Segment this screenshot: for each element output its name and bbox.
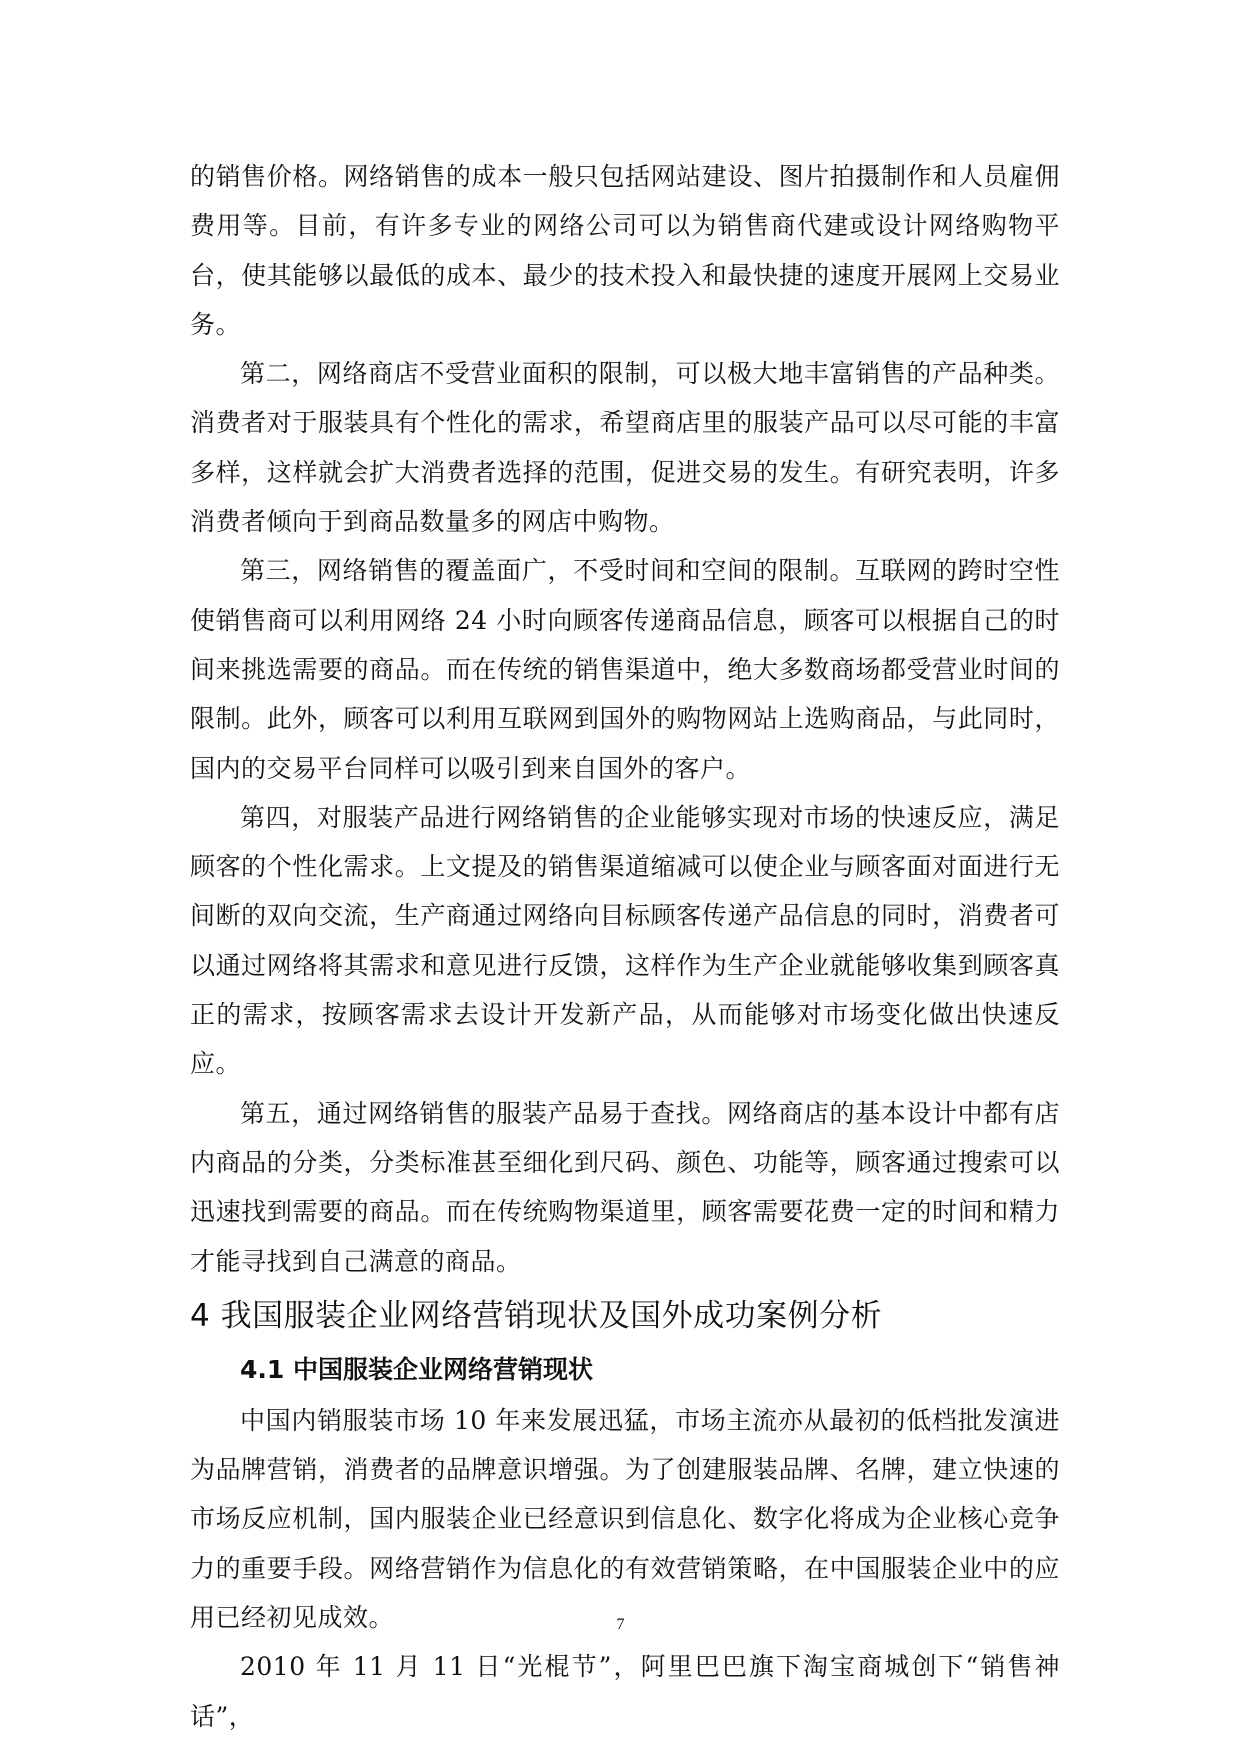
paragraph: 第二，网络商店不受营业面积的限制，可以极大地丰富销售的产品种类。消费者对于服装具有个性化的需求，希望商店里的服装产品可以尽可能的丰富多样，这样就会扩大消费者选择的范围，促进交易的发生。有研究表明，许多消费者倾向于到商品数量多的网店中购物。 [190, 359, 1060, 537]
paragraph: 第三，网络销售的覆盖面广，不受时间和空间的限制。互联网的跨时空性使销售商可以利用网络 24 小时向顾客传递商品信息，顾客可以根据自己的时间来挑选需要的商品。而在传统的销售渠道中，绝大多数商场都受营业时间的限制。此外，顾客可以利用互联网到国外的购物网站上选购商品，与此同时，国内的交易平台同样可以吸引到来自国外的客户。 [190, 556, 1060, 783]
paragraph: 中国内销服装市场 10 年来发展迅猛，市场主流亦从最初的低档批发演进为品牌营销，消费者的品牌意识增强。为了创建服装品牌、名牌，建立快速的市场反应机制，国内服装企业已经意识到信息化、数字化将成为企业核心竞争力的重要手段。网络营销作为信息化的有效营销策略，在中国服装企业中的应用已经初见成效。 [190, 1405, 1060, 1633]
paragraph: 第五，通过网络销售的服装产品易于查找。网络商店的基本设计中都有店内商品的分类，分类标准甚至细化到尺码、颜色、功能等，顾客通过搜索可以迅速找到需要的商品。而在传统购物渠道里，顾客需要花费一定的时间和精力才能寻找到自己满意的商品。 [190, 1098, 1060, 1276]
body-text-bottom [190, 1396, 1060, 1741]
subsection-heading: 4.1 中国服装企业网络营销现状 [240, 1354, 593, 1384]
body-text-top [190, 152, 1060, 1286]
page-content [190, 152, 1060, 1741]
section-heading: 4 我国服装企业网络营销现状及国外成功案例分析 [190, 1297, 883, 1334]
paragraph: 第四，对服装产品进行网络销售的企业能够实现对市场的快速反应，满足顾客的个性化需求。上文提及的销售渠道缩减可以使企业与顾客面对面进行无间断的双向交流，生产商通过网络向目标顾客传递产品信息的同时，消费者可以通过网络将其需求和意见进行反馈，这样作为生产企业就能够收集到顾客真正的需求，按顾客需求去设计开发新产品，从而能够对市场变化做出快速反应。 [190, 802, 1060, 1079]
page-number: 7 [616, 1616, 625, 1633]
paragraph: 2010 年 11 月 11 日“光棍节”，阿里巴巴旗下淘宝商城创下“销售神话”， [190, 1652, 1060, 1731]
paragraph: 的销售价格。网络销售的成本一般只包括网站建设、图片拍摄制作和人员雇佣费用等。目前，有许多专业的网络公司可以为销售商代建或设计网络购物平台，使其能够以最低的成本、最少的技术投入和最快捷的速度开展网上交易业务。 [190, 162, 1060, 339]
